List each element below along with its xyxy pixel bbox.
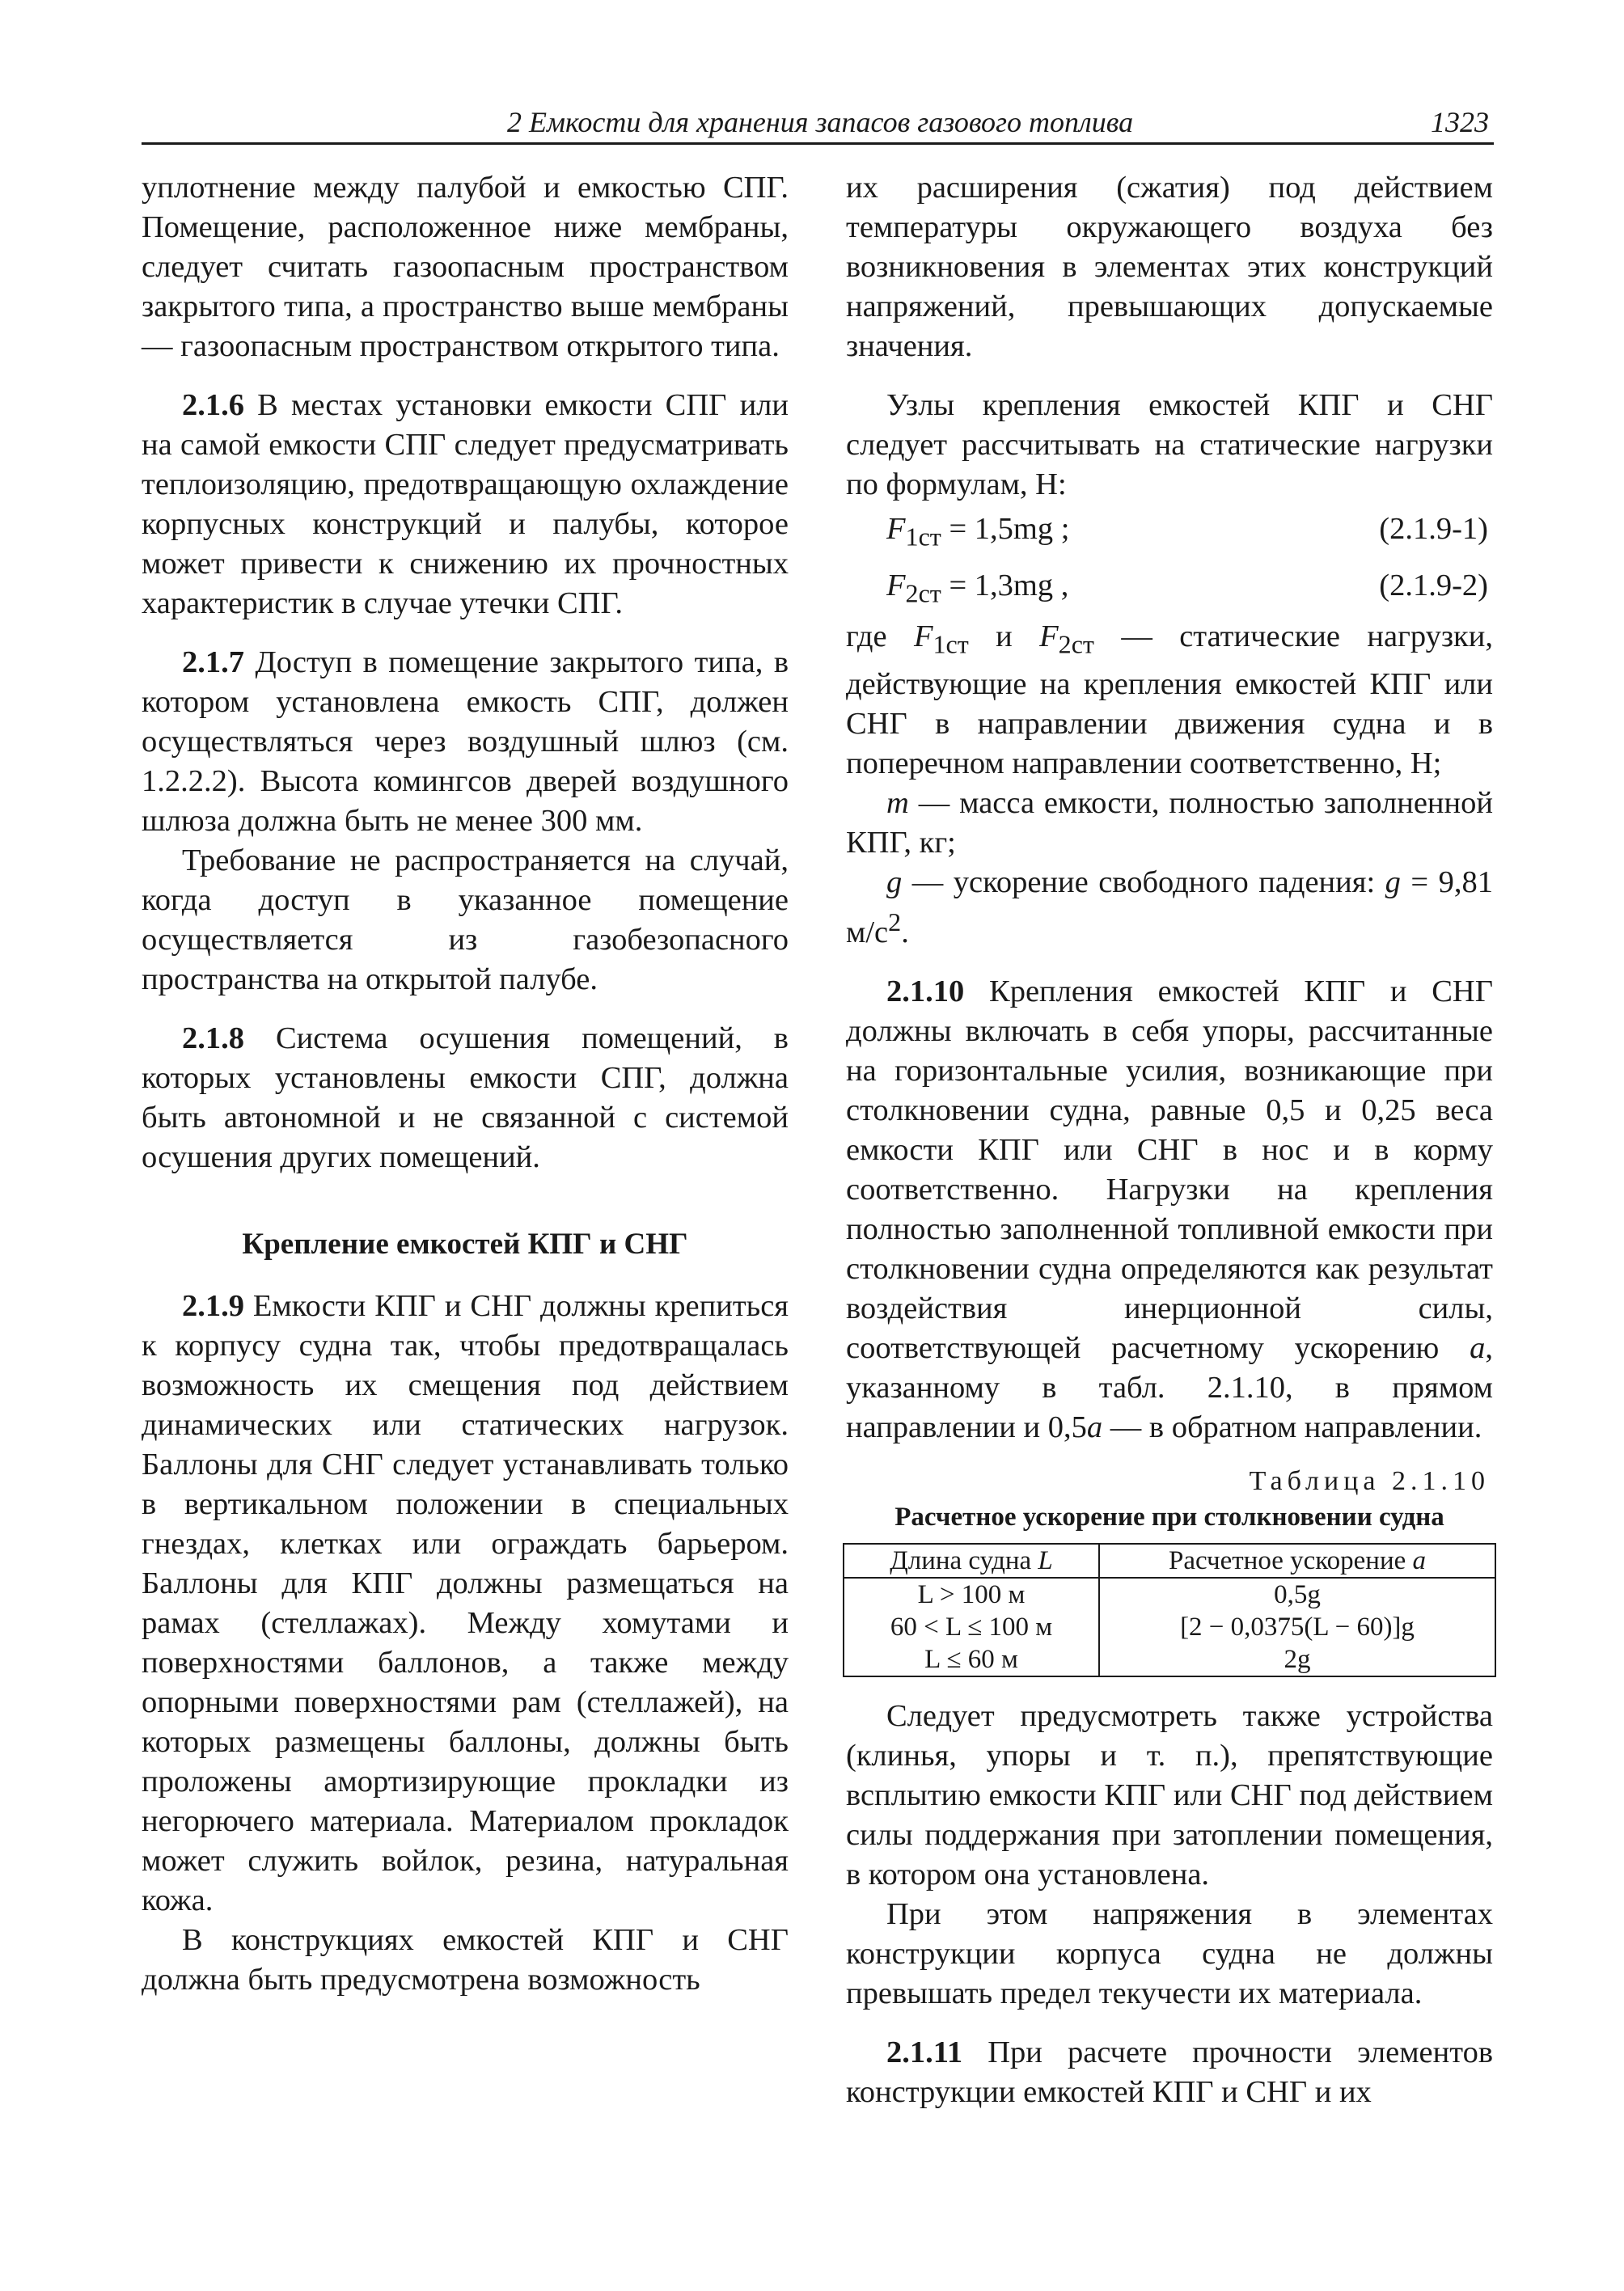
page-number: 1323 bbox=[1431, 106, 1489, 138]
section-text: При расчете прочности элементов конструкции емкостей КПГ и СНГ и их bbox=[846, 2035, 1493, 2109]
formula-2-1-9-1 bbox=[846, 505, 1493, 561]
section-text: — в обратном направлении. bbox=[1102, 1410, 1482, 1444]
section-text: В местах установки емкости СПГ или на самой емкости СПГ следует предусматривать теплоизоляцию, предотвращающую охлаждение корпусных конструкций и палубы, которое может привести к снижению их прочностных характеристик в случае утечки СПГ. bbox=[142, 388, 789, 620]
section-number: 2.1.11 bbox=[886, 2035, 963, 2069]
table-header-row bbox=[844, 1544, 1495, 1578]
formula-subscript: 1ст bbox=[905, 522, 941, 552]
section-2-1-10 bbox=[846, 972, 1493, 1448]
running-header bbox=[142, 104, 1494, 145]
legend-symbol: g bbox=[1385, 865, 1401, 900]
section-text: Емкости КПГ и СНГ должны крепиться к корпусу судна так, чтобы предотвращалась возможность их смещения под действием динамических или статических нагрузок. Баллоны для СНГ следует устанавливать только в вертикальном положении в специальных гнездах, клетках или ограждать барьером. Баллоны для КПГ должны размещаться на рамах (стеллажах). Между хомутами и поверхностями баллонов, а также между опорными поверхностями рам (стеллажей), на которых размещены баллоны, должны быть проложены амортизирующие прокладки из негорючего материала. Материалом прокладок может служить войлок, резина, натуральная кожа. bbox=[142, 1289, 789, 1917]
cell-length: L ≤ 60 м bbox=[844, 1643, 1099, 1676]
formula-rhs: = 1,3mg , bbox=[941, 568, 1069, 602]
legend-symbol: F bbox=[1039, 619, 1059, 654]
formula-legend-g bbox=[846, 863, 1493, 953]
right-column bbox=[846, 168, 1493, 2112]
header-text: Расчетное ускорение bbox=[1169, 1545, 1413, 1575]
legend-symbol: F bbox=[913, 619, 933, 654]
header-symbol: a bbox=[1412, 1545, 1426, 1575]
paragraph: При этом напряжения в элементах конструкции корпуса судна не должны превышать предел текучести их материала. bbox=[846, 1896, 1493, 2010]
section-symbol: a bbox=[1470, 1330, 1486, 1365]
formula-subscript: 2ст bbox=[905, 578, 941, 608]
chapter-title: 2 Емкости для хранения запасов газового топлива bbox=[507, 106, 1134, 138]
acceleration-table bbox=[843, 1543, 1496, 1677]
left-column bbox=[142, 168, 789, 2000]
table-title: Расчетное ускорение при столкновении судна bbox=[894, 1502, 1444, 1532]
header-symbol: L bbox=[1038, 1545, 1053, 1575]
section-text: , указанному в табл. 2.1.10, в прямом направлении и 0,5 bbox=[846, 1330, 1493, 1444]
formula-expression bbox=[886, 505, 1069, 561]
cell-acceleration: [2 − 0,0375(L − 60)]g bbox=[1099, 1611, 1495, 1643]
formula-2-1-9-2 bbox=[846, 561, 1493, 618]
section-text: Крепления емкостей КПГ и СНГ должны включать в себя упоры, рассчитанные на горизонтальные усилия, возникающие при столкновении судна, равные 0,5 и 0,25 веса емкости КПГ или СНГ в нос и в корму соответственно. Нагрузки на крепления полностью заполненной топливной емкости при столкновении судна определяются как результат воздействия инерционной силы, соответствующей расчетному ускорению bbox=[846, 974, 1493, 1365]
legend-symbol: m bbox=[886, 786, 909, 821]
formula-legend-f bbox=[846, 617, 1493, 784]
section-number: 2.1.8 bbox=[182, 1021, 244, 1055]
cell-acceleration: 0,5g bbox=[1099, 1578, 1495, 1611]
legend-text: = 9,81 м/с bbox=[846, 865, 1493, 949]
section-2-1-6 bbox=[142, 386, 789, 623]
paragraph: Следует предусмотреть также устройства (клинья, упоры и т. п.), препятствующие всплытию емкости КПГ или СНГ под действием силы поддержания при затоплении помещения, в котором она установлена. bbox=[846, 1698, 1493, 1892]
section-2-1-8 bbox=[142, 1019, 789, 1177]
formula-legend-m bbox=[846, 784, 1493, 863]
section-text: Доступ в помещение закрытого типа, в котором установлена емкость СПГ, должен осуществляться через воздушный шлюз (см. 1.2.2.2). Высота комингсов дверей воздушного шлюза должна быть не менее 300 мм. bbox=[142, 645, 789, 838]
section-number: 2.1.10 bbox=[886, 974, 965, 1008]
cell-acceleration: 2g bbox=[1099, 1643, 1495, 1676]
paragraph: их расширения (сжатия) под действием температуры окружающего воздуха без возникновения в элементах этих конструкций напряжений, превышающих допускаемые значения. bbox=[846, 171, 1493, 363]
formula-number: (2.1.9-2) bbox=[1379, 568, 1488, 602]
paragraph: уплотнение между палубой и емкостью СПГ. Помещение, расположенное ниже мембраны, следует считать газоопасным пространством закрытого типа, а пространство выше мембраны — газоопасным пространством открытого типа. bbox=[142, 171, 789, 363]
legend-text: . bbox=[901, 915, 909, 949]
subheading: Крепление емкостей КПГ и СНГ bbox=[242, 1228, 688, 1261]
table-label: Таблица 2.1.10 bbox=[1249, 1465, 1490, 1496]
section-2-1-11 bbox=[846, 2033, 1493, 2112]
section-2-1-7 bbox=[142, 643, 789, 841]
legend-subscript: 1ст bbox=[933, 630, 969, 660]
header-text: Длина судна bbox=[890, 1545, 1038, 1575]
paragraph: В конструкциях емкостей КПГ и СНГ должна быть предусмотрена возможность bbox=[142, 1923, 789, 1997]
legend-text: и bbox=[968, 619, 1040, 654]
legend-text: — масса емкости, полностью заполненной КПГ, кг; bbox=[846, 786, 1493, 860]
section-number: 2.1.7 bbox=[182, 645, 244, 679]
section-number: 2.1.6 bbox=[182, 388, 244, 422]
section-text: Система осушения помещений, в которых установлены емкости СПГ, должна быть автономной и не связанной с системой осушения других помещений. bbox=[142, 1021, 789, 1174]
formula-rhs: = 1,5mg ; bbox=[941, 512, 1070, 546]
table-row bbox=[844, 1578, 1495, 1611]
formula-number: (2.1.9-1) bbox=[1379, 512, 1488, 546]
cell-length: 60 < L ≤ 100 м bbox=[844, 1611, 1099, 1643]
legend-symbol: g bbox=[886, 865, 903, 900]
section-number: 2.1.9 bbox=[182, 1289, 244, 1323]
table-row bbox=[844, 1643, 1495, 1676]
formula-symbol: F bbox=[886, 568, 906, 602]
section-symbol: a bbox=[1086, 1410, 1103, 1444]
table-header-acceleration bbox=[1099, 1544, 1495, 1578]
legend-superscript: 2 bbox=[888, 907, 902, 937]
table-header-length bbox=[844, 1544, 1099, 1578]
table-row bbox=[844, 1611, 1495, 1643]
formula-expression bbox=[886, 561, 1068, 618]
formula-symbol: F bbox=[886, 512, 906, 546]
legend-text: где bbox=[846, 619, 914, 654]
legend-text: — ускорение свободного падения: bbox=[902, 865, 1385, 900]
paragraph: Требование не распространяется на случай, когда доступ в указанное помещение осуществляется из газобезопасного пространства на открытой палубе. bbox=[142, 843, 789, 996]
paragraph: Узлы крепления емкостей КПГ и СНГ следует рассчитывать на статические нагрузки по формулам, Н: bbox=[846, 388, 1493, 501]
section-2-1-9 bbox=[142, 1287, 789, 1921]
legend-text: — статические нагрузки, действующие на крепления емкостей КПГ или СНГ в направлении движения судна и в поперечном направлении соответственно, Н; bbox=[846, 619, 1493, 781]
legend-subscript: 2ст bbox=[1058, 630, 1094, 660]
cell-length: L > 100 м bbox=[844, 1578, 1099, 1611]
